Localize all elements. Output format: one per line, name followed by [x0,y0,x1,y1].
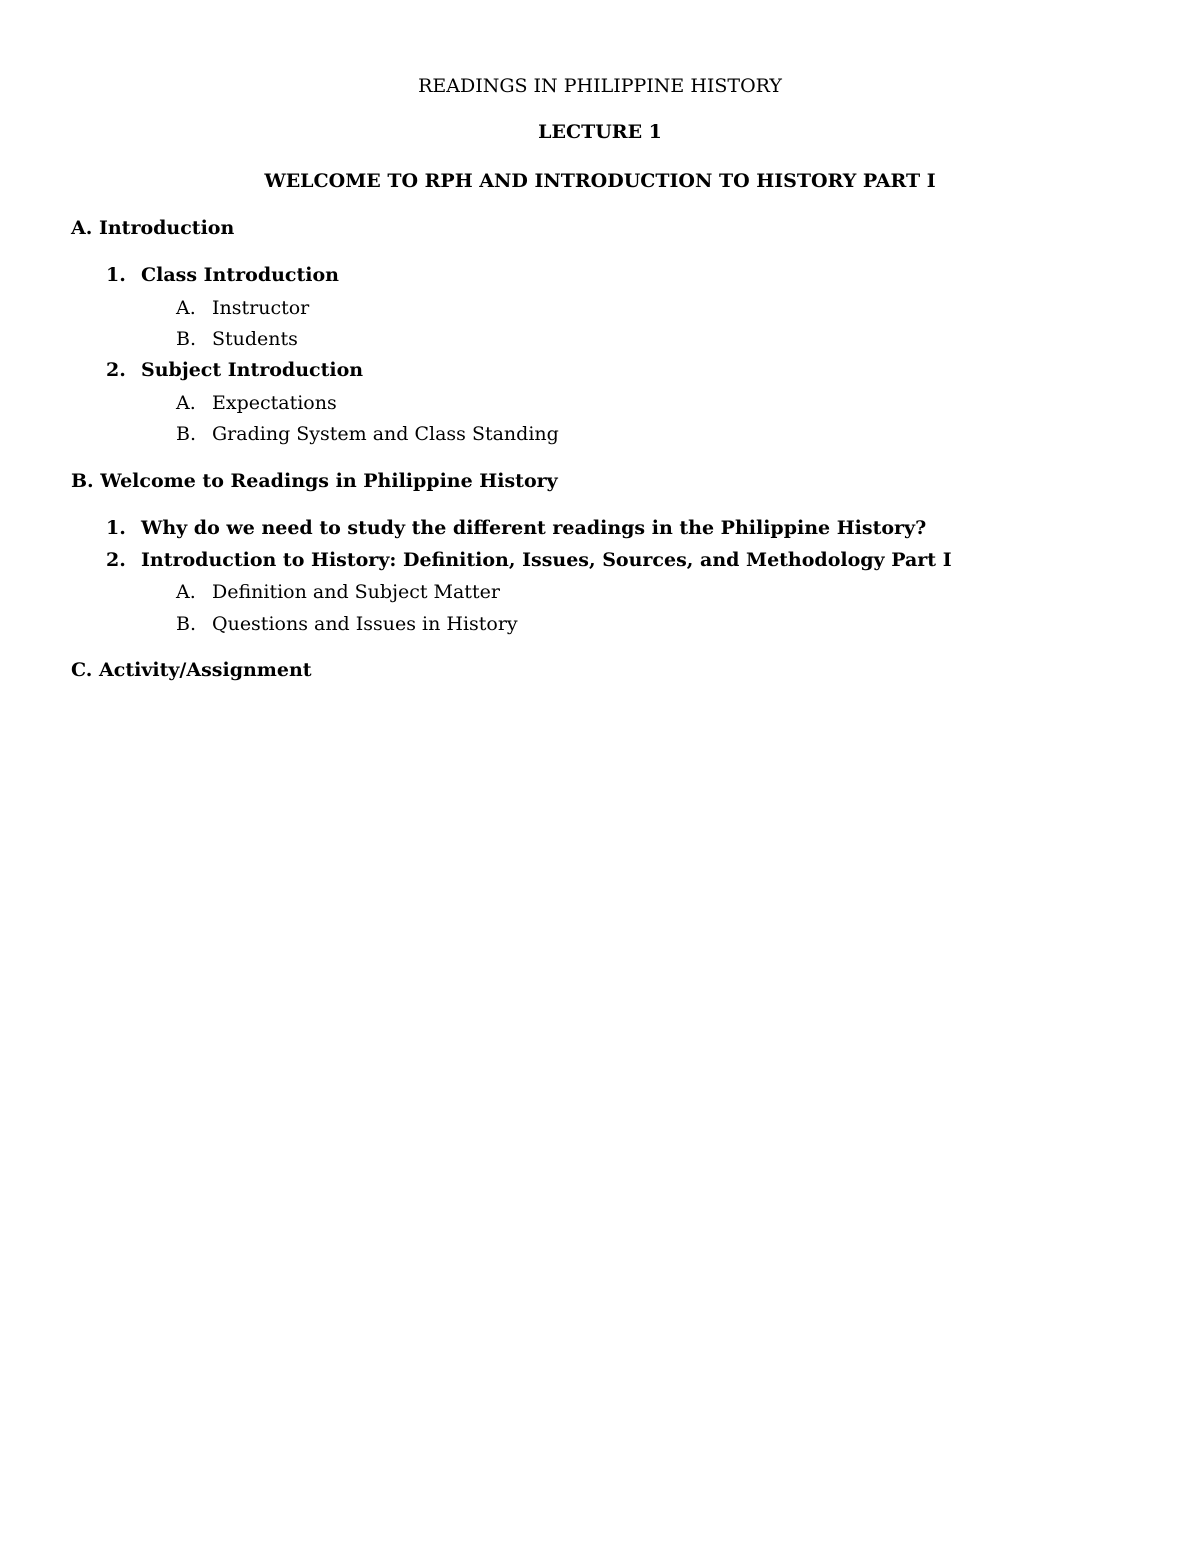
list-item-class-introduction: Class Introduction [141,264,339,286]
sublist-marker: B. [176,328,197,350]
sublist-item-grading-system: Grading System and Class Standing [212,423,559,445]
sublist-marker: A. [176,581,196,603]
sublist-item-students: Students [212,328,298,350]
list-marker: 2. [106,359,126,381]
document-title: READINGS IN PHILIPPINE HISTORY [418,75,782,97]
list-marker: 2. [106,549,126,571]
section-heading-a: A. Introduction [71,217,235,239]
sublist-marker: A. [176,392,196,414]
list-marker: 1. [106,517,126,539]
list-item-introduction-to-history: Introduction to History: Definition, Issues, Sources, and Methodology Part I [141,549,952,571]
sublist-item-instructor: Instructor [212,297,310,319]
sublist-marker: A. [176,297,196,319]
lecture-number: LECTURE 1 [538,121,662,143]
sublist-item-definition: Definition and Subject Matter [212,581,500,603]
section-heading-c: C. Activity/Assignment [71,659,312,681]
list-marker: 1. [106,264,126,286]
section-heading-b: B. Welcome to Readings in Philippine History [71,470,558,492]
sublist-item-expectations: Expectations [212,392,337,414]
lecture-subtitle: WELCOME TO RPH AND INTRODUCTION TO HISTORY PART I [264,170,936,192]
sublist-item-questions-issues: Questions and Issues in History [212,613,518,635]
sublist-marker: B. [176,613,197,635]
list-item-why-study: Why do we need to study the different readings in the Philippine History? [141,517,927,539]
sublist-marker: B. [176,423,197,445]
list-item-subject-introduction: Subject Introduction [141,359,364,381]
